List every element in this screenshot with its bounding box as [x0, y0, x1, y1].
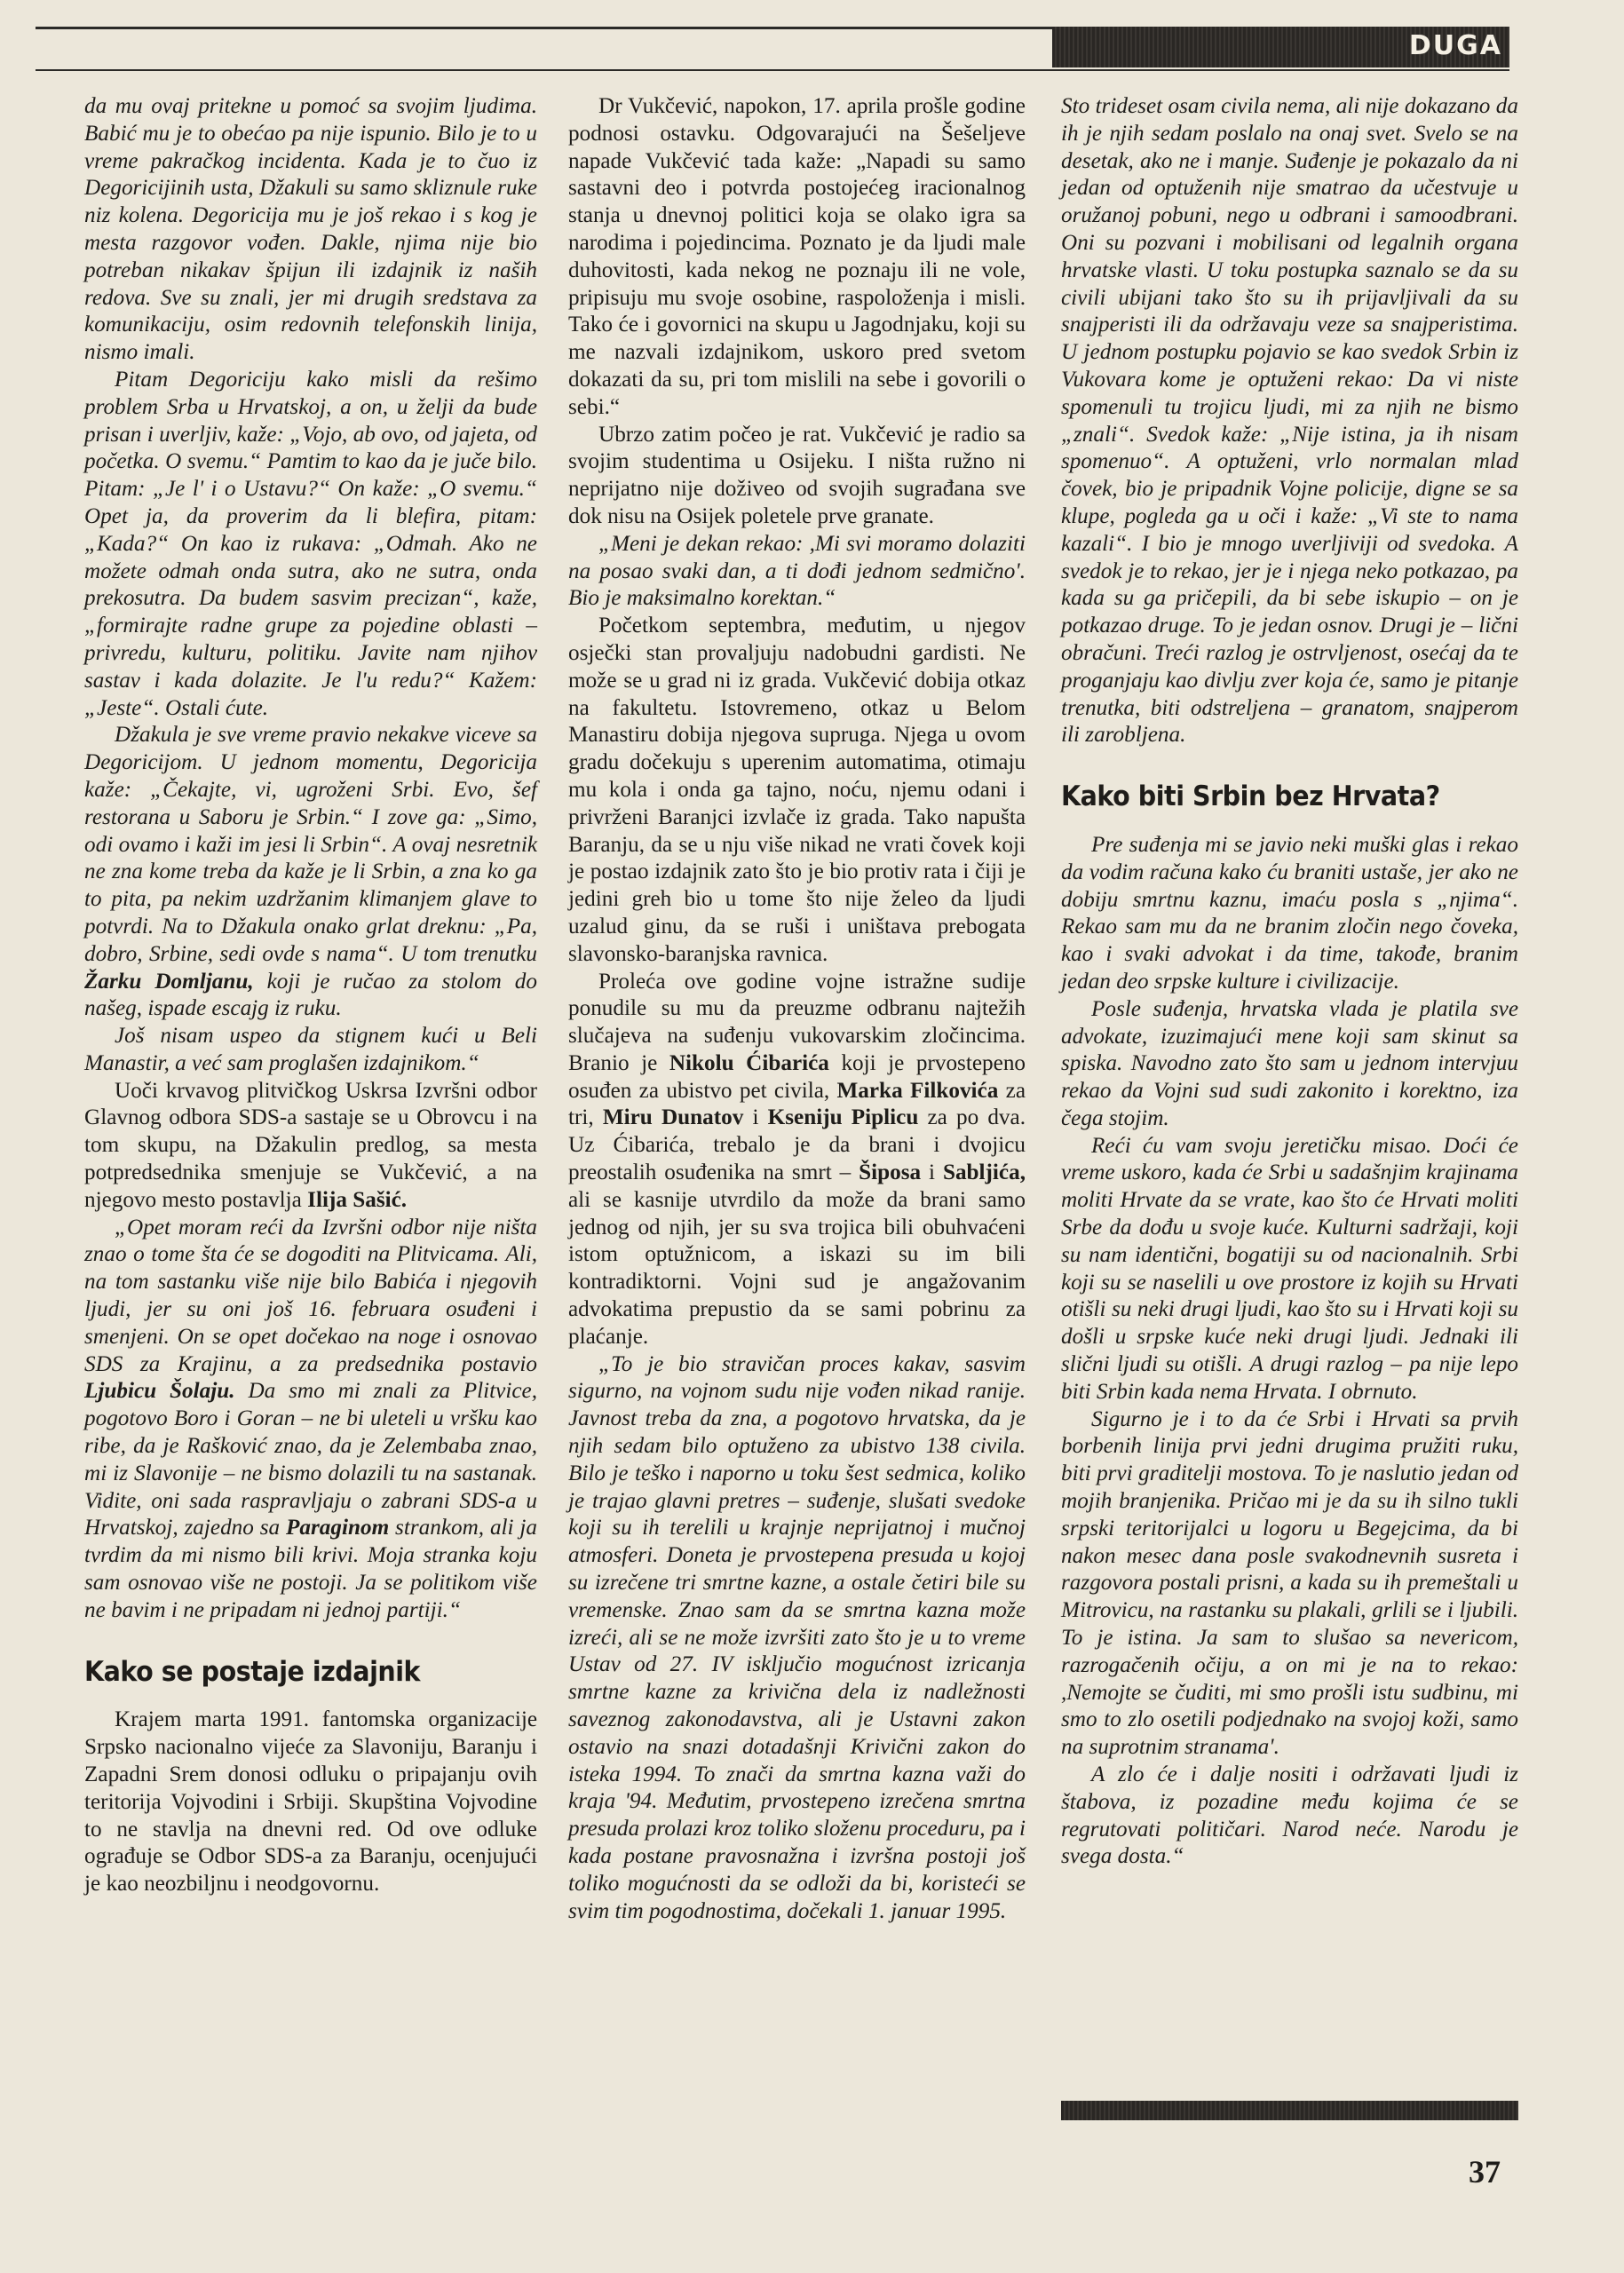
paragraph: Sto trideset osam civila nema, ali nije dokazano da ih je njih sedam poslalo na onaj svet. Svelo se na desetak, ako ne i manje. Suđenje je pokazalo da ni jedan od optuženih nije smatrao da učestvuje u oružanoj pobuni, nego u odbrani i samoodbrani. Oni su pozvani i mobilisani od legalnih organa hrvatske vlasti. U toku postupka saznalo se da su civili ubijani tako što su ih prijavljivali da su snajperisti ili da održavaju veze sa snajperistima. U jednom postupku pojavio se kao svedok Srbin iz Vukovara kome je optuženi rekao: Da vi niste spomenuli tu trojicu ljudi, mi za njih ne bismo „znali“. Svedok kaže: „Nije istina, ja ih nisam spomenuo“. A optuženi, vrlo normalan mlad čovek, bio je pripadnik Vojne policije, digne se sa klupe, pogleda ga u oči i kaže: „Vi ste to nama kazali“. I bio je mnogo uverljiviji od svedoka. A svedok je to rekao, jer je i njega neko potkazao, pa kada su ga pričepili, da bi sebe iskupio – on je potkazao druge. To je jedan osnov. Drugi je – lični obračuni. Treći razlog je ostrvljenost, osećaj da te proganjaju kao divlju zver koja će, samo je pitanje trenutka, biti odstreljena – granatom, snajperom ili zarobljena.	[1061, 94, 1518, 748]
paragraph: „Meni je dekan rekao: ,Mi svi moramo dolaziti na posao svaki dan, a ti dođi jednom sedmično'. Bio je maksimalno korektan.“	[568, 531, 1026, 611]
paragraph: Pitam Degoriciju kako misli da rešimo problem Srba u Hrvatskoj, a on, u želji da bude prisan i uverljiv, kaže: „Vojo, ab ovo, od jajeta, od početka. O svemu.“ Pamtim to kao da je juče bilo. Pitam: „Je l' i o Ustavu?“ On kaže: „O svemu.“ Opet ja, da proverim da li blefira, pitam: „Kada?“ On kao iz rukava: „Odmah. Ako ne možete odmah onda sutra, ako ne sutra, onda prekosutra. Da budem sasvim precizan“, kaže, „formirajte radne grupe za pojedine oblasti – privredu, kulturu, politiku. Javite nam njihov sastav i kada dolazite. Je l'u redu?“ Kažem: „Jeste“. Ostali ćute.	[84, 367, 537, 720]
bold-name: Ilija Sašić.	[307, 1187, 408, 1212]
bold-name: Paraginom	[286, 1516, 390, 1540]
paragraph: Početkom septembra, međutim, u njegov osječki stan provaljuju nadobudni gardisti. Ne može se u grad ni iz grada. Vukčević dobija otkaz na fakultetu. Istovremeno, otkaz u Belom Manastiru dobija njegova supruga. Njega u ovom gradu dočekuju s uperenim automatima, otimaju mu kola i onda ga tajno, noću, njemu odani i privrženi Baranjci izvlače iz grada. Tako napušta Baranju, da se u nju više nikad ne vrati čovek koji je postao izdajnik zato što je bio protiv rata i čiji je jedini greh bio u tome što nije želeo da ljudi uzalud ginu, da se ruši i uništava prebogata slavonsko-baranjska ravnica.	[568, 614, 1026, 966]
paragraph: „To je bio stravičan proces kakav, sasvim sigurno, na vojnom sudu nije vođen nikad ranije. Javnost treba da zna, a pogotovo hrvatska, da je njih sedam bilo optuženo za ubistvo 138 civila. Bilo je teško i naporno u toku šest sedmica, koliko je trajao glavni pretres – suđenje, slušati svedoke koji su ih terelili u krajnje neprijatnoj i mučnoj atmosferi. Doneta je prvostepena presuda u kojoj su izrečene tri smrtne kazne, a ostale četiri bile su vremenske. Znao sam da se smrtna kazna može izreći, ali se ne može izvršiti zato što je u to vreme Ustav od 27. IV isključio mogućnost izricanja smrtne kazne za krivična dela iz nadležnosti saveznog zakonodavstva, ali je Ustavni zakon ostavio na snazi dotadašnji Krivični zakon do isteka 1994. To znači da smrtna kazna važi do kraja '94. Međutim, prvostepeno izrečena smrtna presuda prolazi kroz toliko složenu proceduru, pa i kada postane pravosnažna i izvršna postoji još toliko mogućnosti da se odloži da bi, koristeći se svim tim pogodnostima, dočekali 1. januar 1995.	[568, 1351, 1026, 1923]
paragraph: A zlo će i dalje nositi i održavati ljudi iz štabova, iz pozadine među kojima će se regrutovati političari. Narod neće. Narodu je svega dosta.“	[1061, 1762, 1518, 1869]
section-subheading: Kako se postaje izdajnik	[84, 1655, 421, 1688]
paragraph: da mu ovaj pritekne u pomoć sa svojim ljudima. Babić mu je to obećao pa nije ispunio. Bilo je to u vreme pakračkog incidenta. Kada je to čuo iz Degoricijinih usta, Džakuli su samo skliznule ruke niz kolena. Degoricija mu je još rekao i s kog je mesta razgovor vođen. Dakle, njima nije bio potreban nikakav špijun ili izdajnik iz naših redova. Sve su znali, jer mi drugih sredstava za komunikaciju, osim redovnih telefonskih linija, nismo imali.	[84, 94, 537, 365]
paragraph: Posle suđenja, hrvatska vlada je platila sve advokate, izuzimajući mene koji sam skinut sa spiska. Navodno zato što sam u jednom intervjuu rekao da Vojni sud sudi zakonito i korektno, iza čega stojim.	[1061, 996, 1518, 1130]
paragraph: Sigurno je i to da će Srbi i Hrvati sa prvih borbenih linija prvi jedni drugima pružiti ruku, biti prvi graditelji mostova. To je naslutio jedan od mojih branjenika. Pričao mi je da su ih silno tukli srpski teritorijalci u logoru u Begejcima, da bi nakon mesec dana posle svakodnevnih susreta i razgovora postali prisni, a kada su ih premeštali u Mitrovicu, na rastanku su plakali, grlili se i ljubili. To je istina. Ja sam to slušao sa nevericom, razrogačenih očiju, a on mi je na to rekao: ,Nemojte se čuditi, mi smo prošli istu sudbinu, mi smo to zlo osetili podjednako na svojoj koži, samo na suprotnim stranama'.	[1061, 1406, 1518, 1760]
paragraph: „Opet moram reći da Izvršni odbor nije ništa znao o tome šta će se dogoditi na Plitvicama. Ali, na tom sastanku više nije bilo Babića i njegovih ljudi, jer su oni još 16. februara osuđeni i smenjeni. On se opet dočekao na noge i osnovao SDS za Krajinu, a za predsednika postavio Ljubicu Šolaju. Da smo mi znali za Plitvice, pogotovo Boro i Goran – ne bi uleteli u vršku kao ribe, da je Rašković znao, da je Zelembaba znao, mi iz Slavonije – ne bismo dolazili tu na sastanak. Vidite, oni sada raspravljaju o zabrani SDS-a u Hrvatskoj, zajedno sa Paraginom strankom, ali ja tvrdim da mi nismo bili krivi. Moja stranka koju sam osnovao više ne postoji. Ja se politikom više ne bavim i ne pripadam ni jednoj partiji.“	[84, 1215, 538, 1622]
header-rule-bottom	[36, 69, 1509, 71]
paragraph: Reći ću vam svoju jeretičku misao. Doći će vreme uskoro, kada će Srbi u sadašnjim krajinama moliti Hrvate da se vrate, kao što će Hrvati moliti Srbe da dođu u svoje kuće. Kulturni sadržaji, koji su nam identični, bogatiji su od nacionalnih. Srbi koji su se naselili u ove prostore iz kojih su Hrvati otišli su neki drugi ljudi, kao što su i Hrvati koji su došli u srpske kuće neki drugi ljudi. Jednaki ili slični ljudi su otišli. A drugi razlog – pa nije lepo biti Srbin kada nema Hrvata. I obrnuto.	[1061, 1133, 1518, 1404]
column-1	[84, 93, 537, 1898]
magazine-brand: DUGA	[1408, 30, 1502, 61]
paragraph: Još nisam uspeo da stignem kući u Beli Manastir, a već sam proglašen izdajnikom.“	[84, 1024, 537, 1075]
paragraph: Uoči krvavog plitvičkog Uskrsa Izvršni odbor Glavnog odbora SDS-a sastaje se u Obrovcu i na tom skupu, na Džakulin predlog, sa mesta potpredsednika smenjuje se Vukčević, a na njegovo mesto postavlja Ilija Sašić.	[84, 1078, 537, 1212]
paragraph: Pre suđenja mi se javio neki muški glas i rekao da vodim računa kako ću braniti ustaše, jer ako ne dobiju smrtnu kaznu, imaću posla s „njima“. Rekao sam mu da ne branim zločin nego čoveka, kao i svaki advokat i da time, takođe, branim jedan deo srpske kulture i civilizacije.	[1061, 832, 1518, 994]
paragraph: Proleća ove godine vojne istražne sudije ponudile su mu da preuzme odbranu najtežih slučajeva na suđenju vukovarskim zločincima. Branio je Nikolu Ćibarića koji je prvostepeno osuđen za ubistvo pet civila, Marka Filkovića za tri, Miru Dunatov i Kseniju Piplicu za po dva. Uz Ćibarića, trebalo je da brani i dvojicu preostalih osuđenika na smrt – Šiposa i Sabljića, ali se kasnije utvrdilo da može da brani samo jednog od njih, jer su sva trojica bili obuhvaćeni istom optužnicom, a iskazi su im bili kontradiktorni. Vojni sud je angažovanim advokatima prepustio da se sami pobrinu za plaćanje.	[568, 969, 1026, 1349]
section-subheading: Kako biti Srbin bez Hrvata?	[1061, 780, 1440, 813]
bold-name: Žarku Domljanu,	[84, 969, 254, 994]
paragraph: Dr Vukčević, napokon, 17. aprila prošle godine podnosi ostavku. Odgovarajući na Šešeljeve napade Vukčević tada kaže: „Napadi su samo sastavni deo i potvrda postojećeg iracionalnog stanja u dnevnoj politici koja se olako igra sa narodima i pojedincima. Poznato je da ljudi male duhovitosti, kada nekog ne poznaju ili ne vole, pripisuju mu svoje osobine, raspoloženja i misli. Tako će i govornici na skupu u Jagodnjaku, koji su me nazvali izdajnikom, uskoro pred svetom dokazati da su, pri tom mislili na sebe i govorili o sebi.“	[568, 94, 1026, 419]
column-3	[1061, 93, 1518, 1871]
bold-name: Ljubicu Šolaju.	[84, 1379, 235, 1404]
paragraph: Krajem marta 1991. fantomska organizacije Srpsko nacionalno vijeće za Slavoniju, Baranju i Zapadni Srem donosi odluku o pripajanju ovih teritorija Vojvodini i Srbiji. Skupština Vojvodine to ne stavlja na dnevni red. Od ove odluke ograđuje se Odbor SDS-a za Baranju, ocenjujući je kao neozbiljnu i neodgovornu.	[84, 1707, 537, 1897]
article-end-bar	[1061, 2101, 1518, 2120]
paragraph: Džakula je sve vreme pravio nekakve viceve sa Degoricijom. U jednom momentu, Degoricija kaže: „Čekajte, vi, ugroženi Srbi. Evo, šef restorana u Saboru je Srbin.“ I zove ga: „Simo, odi ovamo i kaži im jesi li Srbin“. A ovaj nesretnik ne zna kome treba da kaže je li Srbin, a zna ko ga to pita, pa nekim uzdržanim klimanjem glave to potvrdi. Na to Džakula onako grlat dreknu: „Pa, dobro, Srbine, sedi ovde s nama“. U tom trenutku Žarku Domljanu, koji je ručao za stolom do našeg, ispade escajg iz ruku.	[84, 723, 537, 1021]
page-number: 37	[1469, 2154, 1501, 2190]
header-bar	[1052, 27, 1509, 67]
header-rule	[36, 27, 1066, 29]
paragraph: Ubrzo zatim počeo je rat. Vukčević je radio sa svojim studentima u Osijeku. I ništa ružno ni neprijatno nije doživeo od svojih sugrađana sve dok nisu na Osijek poletele prve granate.	[568, 422, 1026, 528]
column-2	[568, 93, 1026, 1925]
